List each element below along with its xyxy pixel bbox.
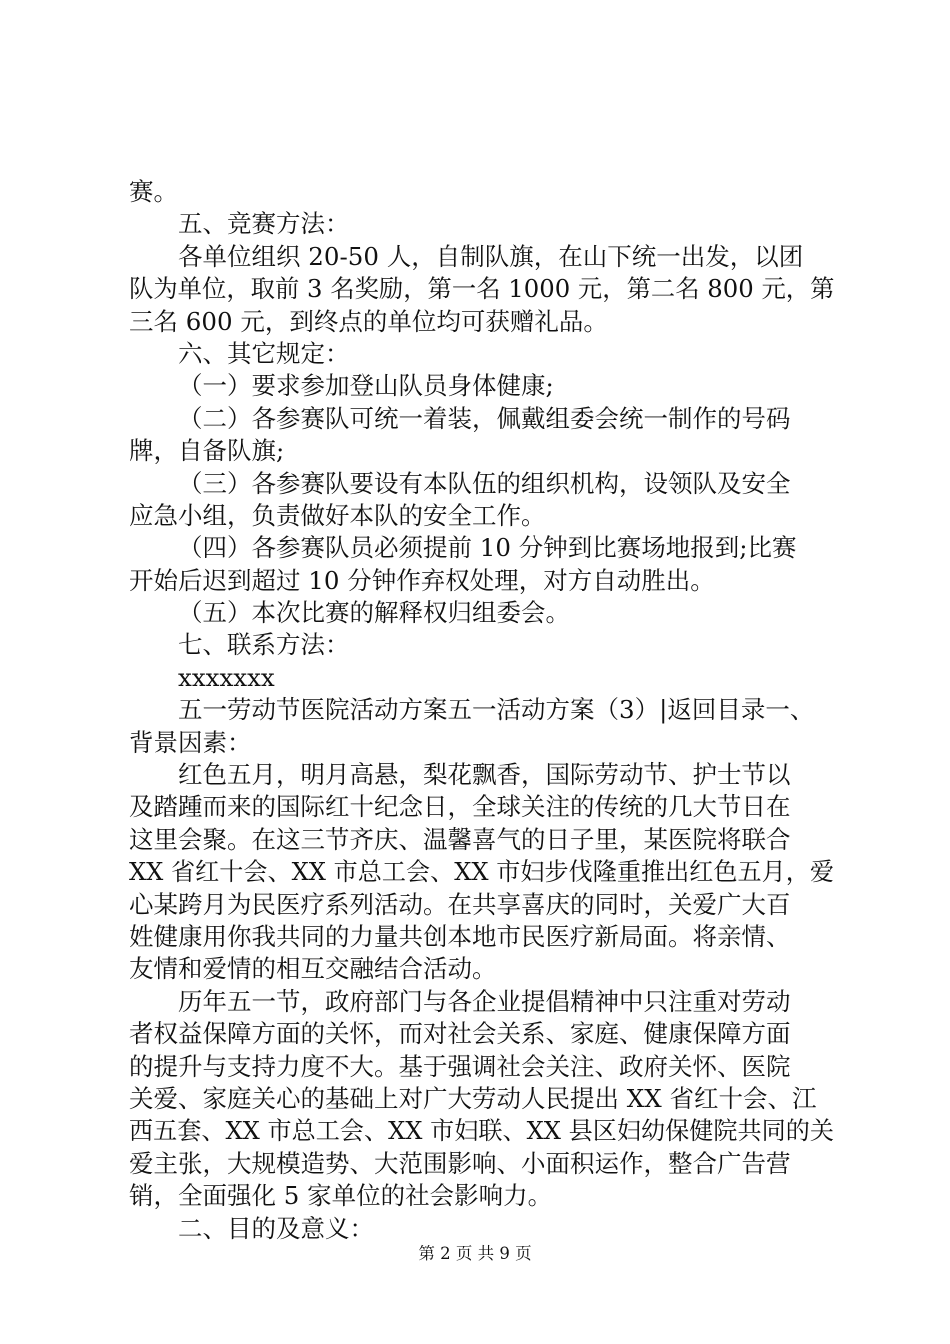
document-line: 各单位组织 20-50 人，自制队旗，在山下统一出发，以团 [178,241,804,271]
document-line: 背景因素： [129,727,252,757]
document-line: 友情和爱情的相互交融结合活动。 [129,954,497,984]
document-line: 销，全面强化 5 家单位的社会影响力。 [129,1181,553,1211]
document-line: 二、目的及意义： [178,1213,374,1243]
document-line: 牌，自备队旗; [129,436,285,466]
document-line: xxxxxxx [178,662,275,692]
document-line: 应急小组，负责做好本队的安全工作。 [129,500,546,530]
document-line: 关爱、家庭关心的基础上对广大劳动人民提出 XX 省红十会、江 [129,1083,817,1113]
document-line: 历年五一节，政府部门与各企业提倡精神中只注重对劳动 [178,986,791,1016]
document-body [129,176,834,1245]
document-line: 者权益保障方面的关怀，而对社会关系、家庭、健康保障方面 [129,1019,791,1049]
document-line: 五一劳动节医院活动方案五一活动方案（3）|返回目录一、 [178,695,815,725]
document-line: 心某跨月为民医疗系列活动。在共享喜庆的同时，关爱广大百 [129,889,791,919]
document-line: 西五套、XX 市总工会、XX 市妇联、XX 县区妇幼保健院共同的关 [129,1116,834,1146]
document-line: 及踏踵而来的国际红十纪念日，全球关注的传统的几大节日在 [129,792,791,822]
document-line: 三名 600 元，到终点的单位均可获赠礼品。 [129,306,608,336]
document-line: 红色五月，明月高悬，梨花飘香，国际劳动节、护士节以 [178,760,791,790]
document-line: 开始后迟到超过 10 分钟作弃权处理，对方自动胜出。 [129,565,715,595]
document-line: 六、其它规定： [178,338,350,368]
document-line: 爱主张，大规模造势、大范围影响、小面积运作，整合广告营 [129,1148,791,1178]
document-line: 赛。 [129,177,178,206]
document-line: （二）各参赛队可统一着装，佩戴组委会统一制作的号码 [178,403,791,433]
document-line: （一）要求参加登山队员身体健康; [178,371,554,401]
document-line: （三）各参赛队要设有本队伍的组织机构，设领队及安全 [178,468,791,498]
document-line: XX 省红十会、XX 市总工会、XX 市妇步伐隆重推出红色五月，爱 [129,857,834,887]
document-line: （四）各参赛队员必须提前 10 分钟到比赛场地报到;比赛 [178,533,797,563]
page-footer: 第 2 页 共 9 页 [418,1244,532,1263]
document-line: 的提升与支持力度不大。基于强调社会关注、政府关怀、医院 [129,1051,791,1081]
document-line: 七、联系方法： [178,630,350,660]
document-line: 这里会聚。在这三节齐庆、温馨喜气的日子里，某医院将联合 [129,824,791,854]
document-line: 姓健康用你我共同的力量共创本地市民医疗新局面。将亲情、 [129,921,791,951]
document-line: （五）本次比赛的解释权归组委会。 [178,598,570,628]
document-line: 队为单位，取前 3 名奖励，第一名 1000 元，第二名 800 元，第 [129,274,835,304]
document-line: 五、竞赛方法： [178,209,350,239]
